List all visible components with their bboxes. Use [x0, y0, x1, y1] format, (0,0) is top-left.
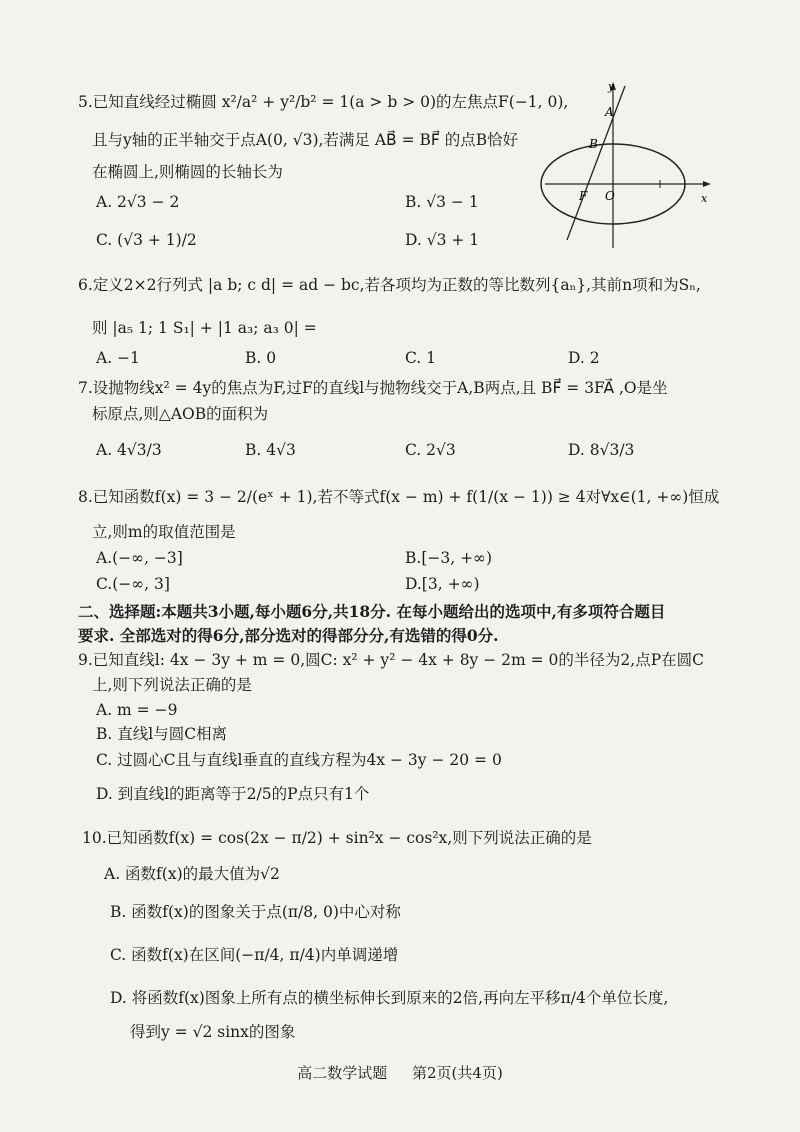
q9-line1: 9.已知直线l: 4x − 3y + m = 0,圆C: x² + y² − 4x + 8y − 2m = 0的半径为2,点P在圆C — [78, 651, 704, 669]
q5-option-c: C. (√3 + 1)/2 — [96, 231, 197, 249]
fig-label-x: x — [701, 192, 708, 205]
q8-option-b: B.[−3, +∞) — [405, 549, 493, 567]
fig-label-a: A — [605, 105, 614, 119]
q9-line2: 上,则下列说法正确的是 — [92, 676, 252, 694]
q8-line1: 8.已知函数f(x) = 3 − 2/(eˣ + 1),若不等式f(x − m) + f(1/(x − 1)) ≥ 4对∀x∈(1, +∞)恒成 — [78, 488, 720, 506]
q7-line2: 标原点,则△AOB的面积为 — [92, 405, 269, 423]
q8-option-d: D.[3, +∞) — [405, 575, 480, 593]
q7-option-a: A. 4√3/3 — [96, 441, 162, 459]
footer-page-number: 第2页(共4页) — [412, 1064, 503, 1082]
q9-option-c: C. 过圆心C且与直线l垂直的直线方程为4x − 3y − 20 = 0 — [96, 751, 502, 769]
q8-option-a: A.(−∞, −3] — [96, 549, 183, 567]
fig-label-f: F — [579, 189, 588, 203]
q10-option-d-line2: 得到y = √2 sinx的图象 — [130, 1023, 296, 1041]
q9-option-b: B. 直线l与圆C相离 — [96, 725, 228, 743]
q6-option-b: B. 0 — [245, 349, 277, 367]
q6-option-d: D. 2 — [568, 349, 600, 367]
q7-option-c: C. 2√3 — [405, 441, 456, 459]
q8-line2: 立,则m的取值范围是 — [92, 523, 236, 541]
q9-option-d: D. 到直线l的距离等于2/5的P点只有1个 — [96, 785, 370, 803]
q6-option-a: A. −1 — [96, 349, 140, 367]
q5-line3: 在椭圆上,则椭圆的长轴长为 — [92, 163, 283, 181]
q5-option-d: D. √3 + 1 — [405, 231, 480, 249]
q5-ellipse-figure — [535, 78, 715, 253]
footer-subject: 高二数学试题 — [297, 1064, 388, 1082]
q5-option-a: A. 2√3 − 2 — [96, 193, 180, 211]
fig-label-b: B — [589, 137, 598, 151]
q7-option-b: B. 4√3 — [245, 441, 296, 459]
q6-line1: 6.定义2×2行列式 |a b; c d| = ad − bc,若各项均为正数的等比数列{aₙ},其前n项和为Sₙ, — [78, 276, 701, 294]
q7-line1: 7.设抛物线x² = 4y的焦点为F,过F的直线l与抛物线交于A,B两点,且 BF⃗ = 3FA⃗ ,O是坐 — [78, 379, 668, 397]
q6-line2: 则 |a₅ 1; 1 S₁| + |1 a₃; a₃ 0| = — [92, 319, 317, 337]
q10-option-c: C. 函数f(x)在区间(−π/4, π/4)内单调递增 — [110, 946, 399, 964]
q6-option-c: C. 1 — [405, 349, 437, 367]
section2-line2: 要求. 全部选对的得6分,部分选对的得部分分,有选错的得0分. — [78, 626, 499, 645]
q8-option-c: C.(−∞, 3] — [96, 575, 170, 593]
page-footer — [0, 1062, 800, 1083]
fig-label-y: y — [608, 80, 615, 93]
q10-option-d: D. 将函数f(x)图象上所有点的横坐标伸长到原来的2倍,再向左平移π/4个单位长度, — [110, 989, 669, 1007]
q9-option-a: A. m = −9 — [96, 701, 178, 719]
q10-option-a: A. 函数f(x)的最大值为√2 — [104, 865, 280, 883]
q5-option-b: B. √3 − 1 — [405, 193, 479, 211]
q10-line1: 10.已知函数f(x) = cos(2x − π/2) + sin²x − cos²x,则下列说法正确的是 — [82, 829, 592, 847]
section2-line1: 二、选择题:本题共3小题,每小题6分,共18分. 在每小题给出的选项中,有多项符合题目 — [78, 602, 666, 621]
q7-option-d: D. 8√3/3 — [568, 441, 635, 459]
fig-label-o: O — [605, 189, 615, 203]
q5-line2: 且与y轴的正半轴交于点A(0, √3),若满足 AB⃗ = BF⃗ 的点B恰好 — [92, 131, 519, 149]
q10-option-b: B. 函数f(x)的图象关于点(π/8, 0)中心对称 — [110, 903, 401, 921]
q5-line1: 5.已知直线经过椭圆 x²/a² + y²/b² = 1(a > b > 0)的左焦点F(−1, 0), — [78, 93, 569, 111]
